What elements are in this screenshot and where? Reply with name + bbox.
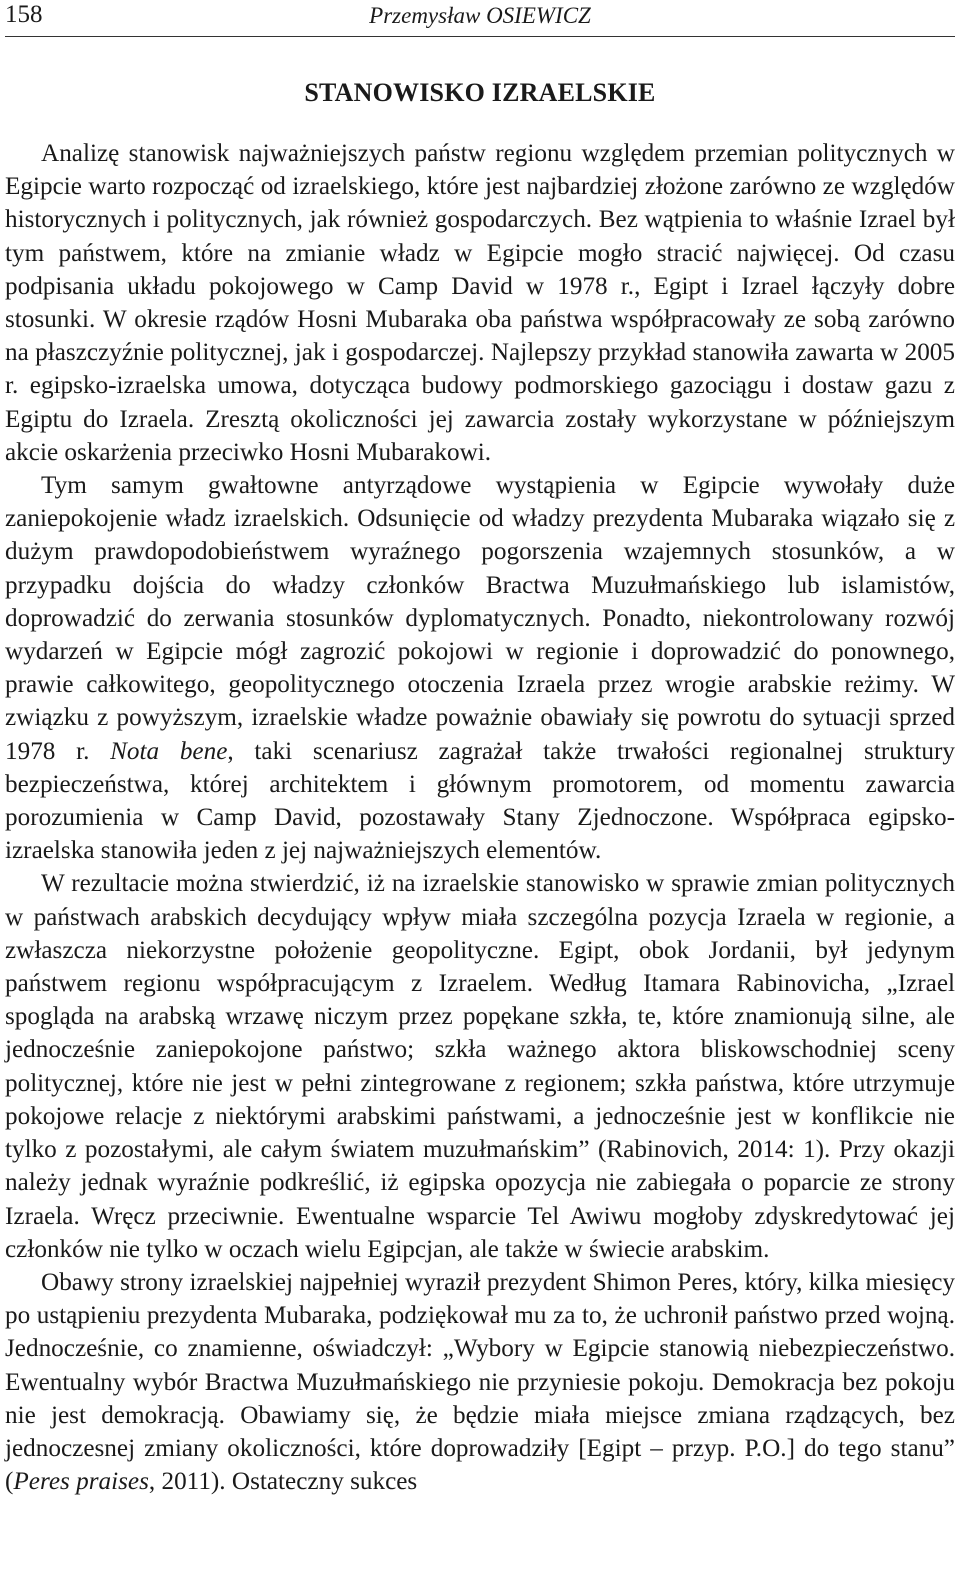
paragraph [5,469,955,867]
italic-citation: Peres praises [13,1468,149,1496]
paragraph [5,137,955,469]
running-author: Przemysław OSIEWICZ [369,3,591,28]
paragraph-text: Tym samym gwałtowne antyrządowe wystąpienia w Egipcie wywołały duże zaniepokojenie władz izraelskich. Odsunięcie od władzy prezydenta Mubaraka wiązało się z dużym prawdopodobieństwem wyraźnego pogorszenia wzajemnych stosunków, a w przypadku dojścia do władzy członków Bractwa Muzułmańskiego lub islamistów, doprowadzić do zerwania stosunków dyplomatycznych. Ponadto, niekontrolowany rozwój wydarzeń w Egipcie mógł zagrozić pokojowi w regionie i doprowadzić do ponownego, prawie całkowitego, geopolitycznego otoczenia Izraela przez wrogie arabskie reżimy. W związku z powyższym, izraelskie władze poważnie obawiały się powrotu do sytuacji sprzed 1978 r. [5,472,955,765]
paragraph [5,1266,955,1498]
paragraph-text: Analizę stanowisk najważniejszych państw regionu względem przemian politycznych w Egipcie warto rozpocząć od izraelskiego, które jest najbardziej złożone zarówno ze względów historycznych i politycznych, jak również gospodarczych. Bez wątpienia to właśnie Izrael był tym państwem, które na zmianie władz w Egipcie mogło stracić najwięcej. Od czasu podpisania układu pokojowego w Camp David w 1978 r., Egipt i Izrael łączyły dobre stosunki. W okresie rządów Hosni Mubaraka oba państwa współpracowały ze sobą zarówno na płaszczyźnie politycznej, jak i gospodarczej. Najlepszy przykład stanowiła zawarta w 2005 r. egipsko-izraelska umowa, dotycząca budowy podmorskiego gazociągu i dostaw gazu z Egiptu do Izraela. Zresztą okoliczności jej zawarcia zostały wykorzystane w późniejszym akcie oskarżenia przeciwko Hosni Mubarakowi. [5,140,955,466]
paragraph-text: W rezultacie można stwierdzić, iż na izraelskie stanowisko w sprawie zmian politycznych w państwach arabskich decydujący wpływ miała szczególna pozycja Izraela w regionie, a zwłaszcza niekorzystne położenie geopolityczne. Egipt, obok Jordanii, był jedynym państwem regionu współpracującym z Izraelem. Według Itamara Rabinovicha, „Izrael spogląda na arabską wrzawę niczym przez popękane szkła, te, które znamionują silne, ale jednocześnie zaniepokojone państwo; szkła ważnego aktora bliskowschodniej sceny politycznej, które nie jest w pełni zintegrowane z regionem; szkła państwa, które utrzymuje pokojowe relacje z niektórymi arabskimi państwami, a jednocześnie jest w konflikcie nie tylko z pozostałymi, ale całym światem muzułmańskim” (Rabinovich, 2014: 1). Przy okazji należy jednak wyraźnie podkreślić, iż egipska opozycja nie zabiegała o poparcie ze strony Izraela. Wręcz przeciwnie. Ewentualne wsparcie Tel Awiwu mogłoby zdyskredytować jej członków nie tylko w oczach wielu Egipcjan, ale także w świecie arabskim. [5,870,955,1263]
body-text [5,137,955,1498]
paragraph-text: Obawy strony izraelskiej najpełniej wyraził prezydent Shimon Peres, który, kilka miesięcy po ustąpieniu prezydenta Mubaraka, podziękował mu za to, że uchronił państwo przed wojną. Jednocześnie, co znamienne, oświadczył: „Wybory w Egipcie stanowią niebezpieczeństwo. Ewentualny wybór Bractwa Muzułmańskiego nie przyniesie pokoju. Demokracja bez pokoju nie jest demokracją. Obawiamy się, że będzie miała miejsce zmiana rządzących, bez jednoczesnej zmiany okoliczności, które doprowadziły [Egipt – przyp. P.O.] do tego stanu” ( [5,1268,955,1496]
paragraph [5,867,955,1265]
italic-phrase: Nota bene [110,737,228,765]
section-title: STANOWISKO IZRAELSKIE [304,78,656,107]
paragraph-text: , taki scenariusz zagrażał także trwałości regionalnej struktury bezpieczeństwa, której architektem i głównym promotorem, od momentu zawarcia porozumienia w Camp David, pozostawały Stany Zjednoczone. Współpraca egipsko-izraelska stanowiła jeden z jej najważniejszych elementów. [5,737,955,865]
page-number: 158 [5,1,43,28]
paragraph-text: , 2011). Ostateczny sukces [148,1468,418,1496]
running-header [5,0,955,37]
